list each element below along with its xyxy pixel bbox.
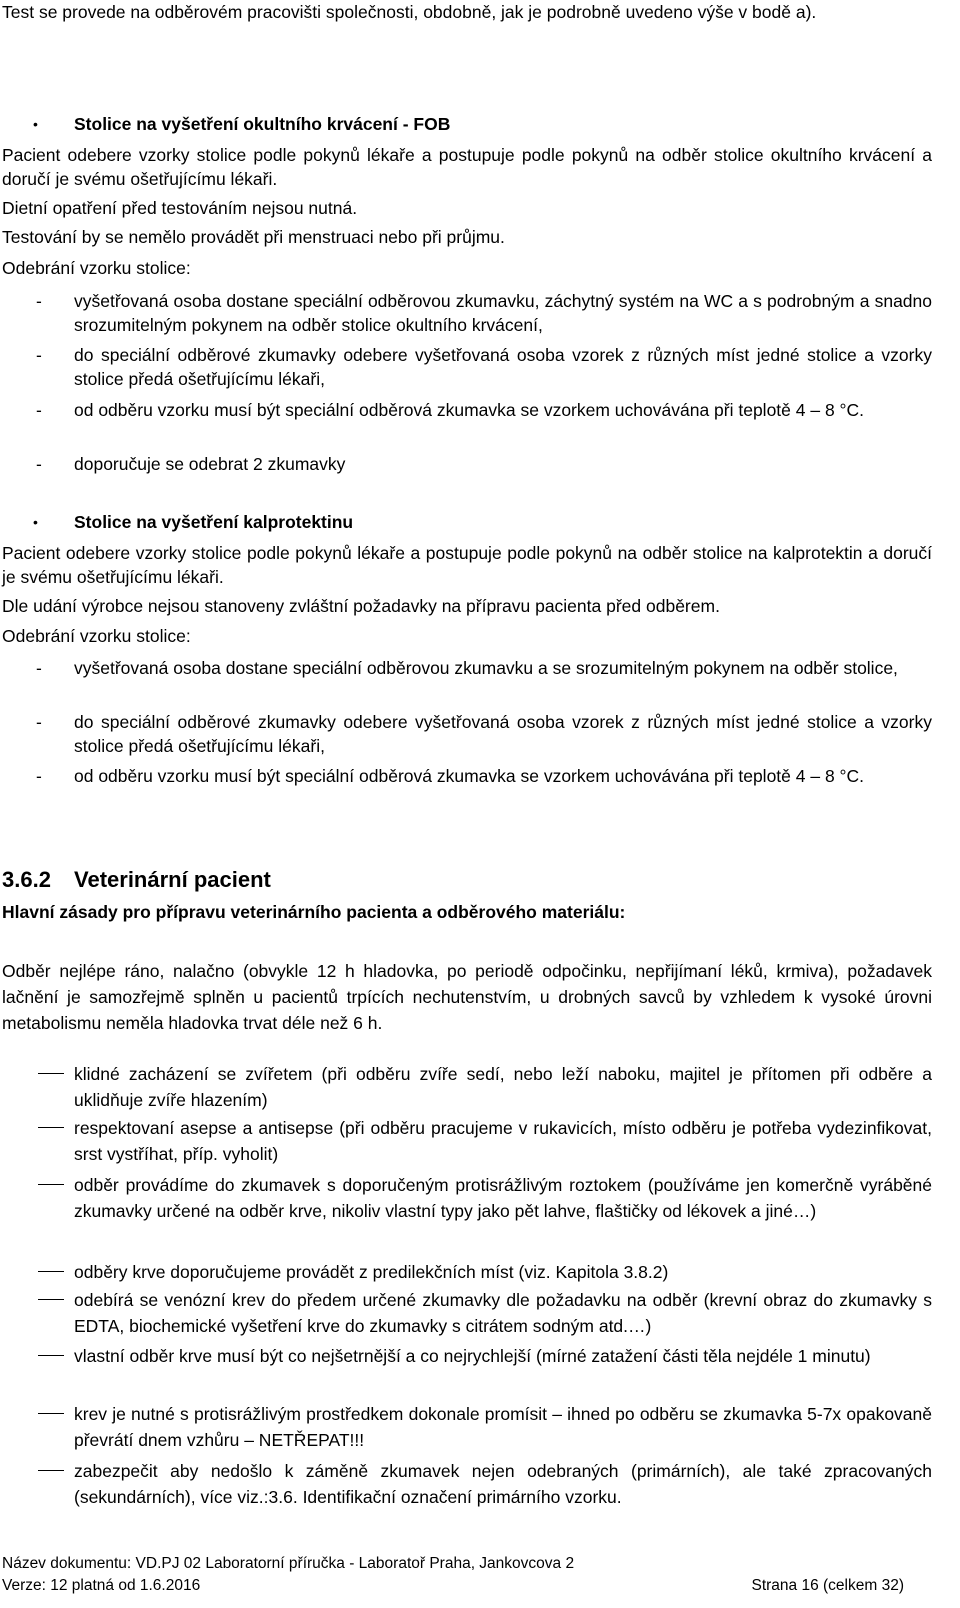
- footer-doc-name: Název dokumentu: VD.PJ 02 Laboratorní příručka - Laboratoř Praha, Jankovcova 2: [2, 1555, 575, 1572]
- bullet-icon: •: [33, 116, 38, 132]
- dash-icon: -: [36, 766, 42, 786]
- bullet-icon: •: [33, 514, 38, 530]
- fob-heading: Stolice na vyšetření okultního krvácení - FOB: [74, 114, 451, 134]
- footer-version-row: [2, 1576, 932, 1596]
- section-heading: [2, 866, 271, 894]
- dash-icon: -: [36, 658, 42, 678]
- dash-icon: [38, 1413, 64, 1414]
- dash-icon: -: [36, 712, 42, 732]
- dash-icon: [38, 1355, 64, 1356]
- dash-icon: [38, 1073, 64, 1074]
- dash-icon: [38, 1184, 64, 1185]
- dash-icon: -: [36, 345, 42, 365]
- section-paragraph: Odběr nejlépe ráno, nalačno (obvykle 12 h hladovka, po periodě odpočinku, nepřijímaní léků, krmiva), požadavek lačnění je samozřejmě splněn u pacientů trpících nechutenstvím, u drobných savců by vzhledem k vysoké úrovni metabolismu neměla hladovka trvat déle než 6 h.: [2, 961, 932, 1033]
- dash-icon: [38, 1299, 64, 1300]
- fob-testing-note: Testování by se nemělo provádět při menstruaci nebo při průjmu.: [2, 227, 505, 247]
- kalpro-manufacturer-note: Dle udání výrobce nejsou stanoveny zvláštní požadavky na přípravu pacienta před odběrem.: [2, 596, 720, 616]
- kalpro-paragraph: Pacient odebere vzorky stolice podle pokynů lékaře a postupuje podle pokynů na odběr stolice na kalprotektin a doručí je svému ošetřujícímu lékaři.: [2, 543, 932, 587]
- dash-icon: -: [36, 291, 42, 311]
- kalpro-heading: Stolice na vyšetření kalprotektinu: [74, 512, 354, 532]
- section-subtitle: Hlavní zásady pro přípravu veterinárního pacienta a odběrového materiálu:: [2, 902, 626, 922]
- kalpro-sampling-label: Odebrání vzorku stolice:: [2, 626, 191, 646]
- dash-icon: -: [36, 454, 42, 474]
- section-title: Veterinární pacient: [74, 867, 271, 892]
- footer-version: Verze: 12 platná od 1.6.2016: [2, 1577, 201, 1594]
- dash-icon: -: [36, 400, 42, 420]
- dash-icon: [38, 1470, 64, 1471]
- fob-diet-note: Dietní opatření před testováním nejsou nutná.: [2, 198, 358, 218]
- dash-icon: [38, 1127, 64, 1128]
- fob-sampling-label: Odebrání vzorku stolice:: [2, 258, 191, 278]
- document-page: Test se provede na odběrovém pracovišti společnosti, obdobně, jak je podrobně uvedeno výše v bodě a). • Stolice na vyšetření okultního krvácení - FOB Pacient odebere vzorky stolice podle pokynů lékaře a postupuje podle pokynů na odběr stolice okultního krvácení a doručí je svému ošetřujícímu lékaři. Dietní opatření před testováním nejsou nutná. Testování by se nemělo provádět při menstruaci nebo při průjmu. Odebrání vzorku stolice: - vyšetřovaná osoba dostane speciální odběrovou zkumavku, záchytný systém na WC a s podrobným a snadno srozumitelným pokynem na odběr stolice okultního krvácení, - do speciální odběrové zkumavky odebere vyšetřovaná osoba vzorek z různých míst jedné stolice a vzorky stolice předá ošetřujícímu lékaři, - od odběru vzorku musí být speciální odběrová zkumavka se vzorkem uchovávána při teplotě 4 – 8 °C. - doporučuje se odebrat 2 zkumavky • Stolice na vyšetření kalprotektinu Pacient odebere vzorky stolice podle pokynů lékaře a postupuje podle pokynů na odběr stolice na kalprotektin a doručí je svému ošetřujícímu lékaři. Dle udání výrobce nejsou stanoveny zvláštní požadavky na přípravu pacienta před odběrem. Odebrání vzorku stolice: - vyšetřovaná osoba dostane speciální odběrovou zkumavku a se srozumitelným pokynem na odběr stolice, - do speciální odběrové zkumavky odebere vyšetřovaná osoba vzorek z různých míst jedné stolice a vzorky stolice předá ošetřujícímu lékaři, - od odběru vzorku musí být speciální odběrová zkumavka se vzorkem uchovávána při teplotě 4 – 8 °C. 3.6.2 Veterinární pacient Hlavní zásady pro přípravu veterinárního pacienta a odběrového materiálu: Odběr nejlépe ráno, nalačno (obvykle 12 h hladovka, po periodě odpočinku, nepřijímaní léků, krmiva), požadavek lačnění je samozřejmě splněn u pacientů trpících nechutenstvím, u drobných savců by vzhledem k vysoké úrovni metabolismu neměla hladovka trvat déle než 6 h. klidné zacházení se zvířetem (při odběru zvíře sedí, nebo leží naboku, majitel je přítomen při odběre a uklidňuje zvíře hlazením) respektovaní asepse a antisepse (při odběru pracujeme v rukavicích, místo odběru je potřeba vydezinfikovat, srst vystříhat, příp. vyholit) odběr provádíme do zkumavek s doporučeným protisrážlivým roztokem (používáme jen komerčně vyráběné zkumavky určené na odběr krve, nikoliv vlastní typy jako pět lahve, flaštičky od lékovek a jiné…) odběry krve doporučujeme provádět z predilekčních míst (viz. Kapitola 3.8.2) odebírá se venózní krev do předem určené zkumavky dle požadavku na odběr (krevní obraz do zkumavky s EDTA, biochemické vyšetření krve do zkumavky s citrátem sodným atd.…) vlastní odběr krve musí být co nejšetrnější a co nejrychlejší (mírné zatažení části těla nejdéle 1 minutu) krev je nutné s protisrážlivým prostředkem dokonale promísit – ihned po odběru se zkumavka 5-7x opakovaně převrátí dnem vzhůru – NETŘEPAT!!! zabezpečit aby nedošlo k záměně zkumavek nejen odebraných (primárních), ale také zpracovaných (sekundárních), více viz.:3.6. Identifikační označení primárního vzorku. Název dokumentu: VD.PJ 02 Laboratorní příručka - Laboratoř Praha, Jankovcova 2 Verze: 12 platná od 1.6.2016 Strana 16 (celkem 32): [2, 2, 932, 1594]
- intro-paragraph: Test se provede na odběrovém pracovišti společnosti, obdobně, jak je podrobně uvedeno výše v bodě a).: [2, 2, 817, 22]
- section-number: 3.6.2: [2, 867, 51, 892]
- footer-page-number: Strana 16 (celkem 32): [751, 1577, 904, 1594]
- fob-paragraph: Pacient odebere vzorky stolice podle pokynů lékaře a postupuje podle pokynů na odběr stolice okultního krvácení a doručí je svému ošetřujícímu lékaři.: [2, 145, 932, 189]
- dash-icon: [38, 1271, 64, 1272]
